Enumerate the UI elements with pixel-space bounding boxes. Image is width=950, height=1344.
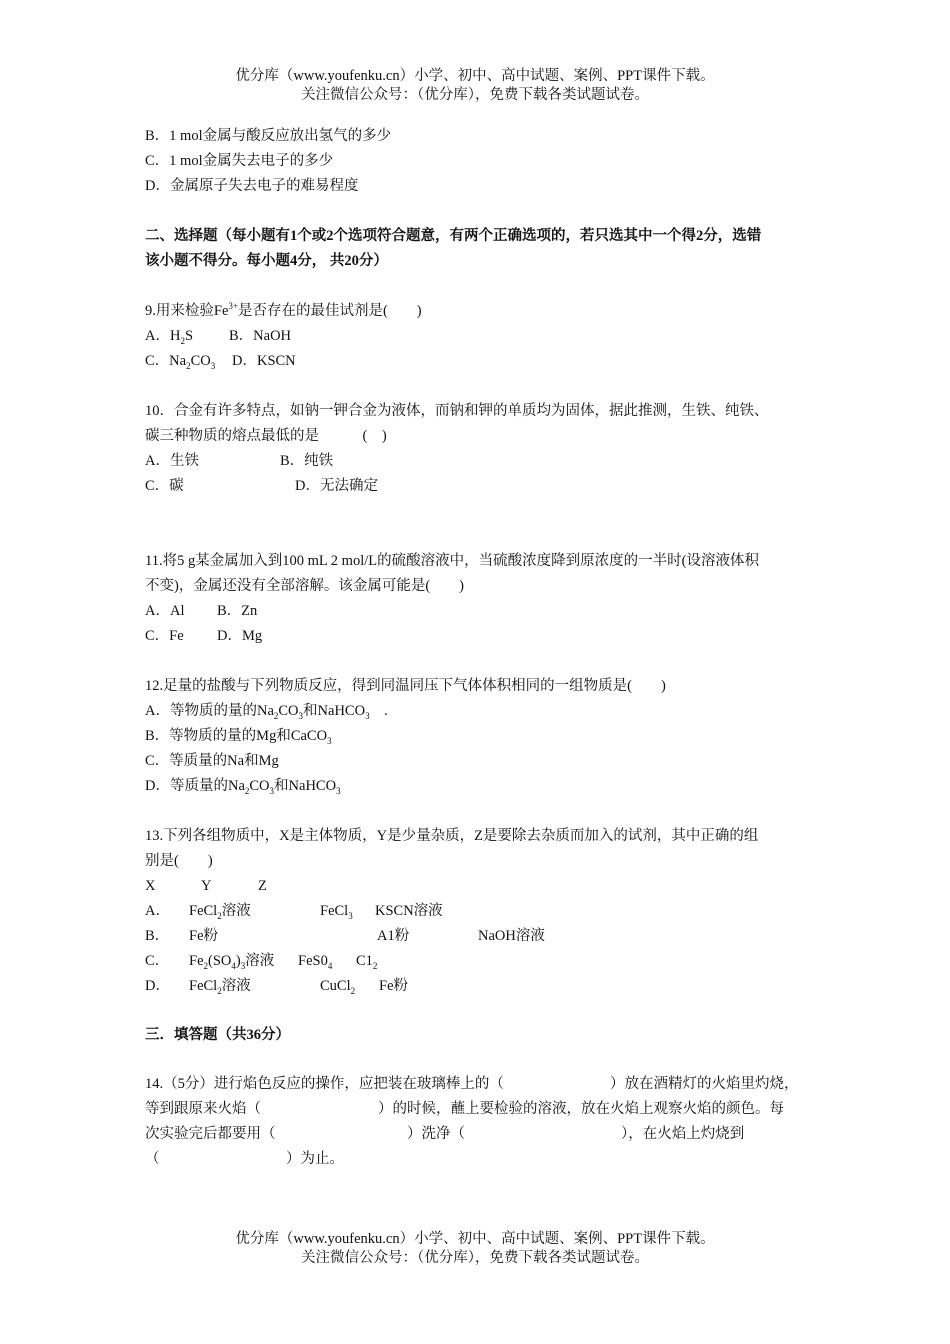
q11-option-d: D．Mg: [217, 628, 263, 644]
q13-header-x: X: [145, 878, 156, 894]
q13-cell-x: Fe粉: [189, 928, 218, 944]
q13-cell-z: KSCN溶液: [375, 903, 443, 919]
q11-stem-line-1: 11.将5 g某金属加入到100 mL 2 mol/L的硫酸溶液中，当硫酸浓度降到原浓度的一半时(设溶液体积: [145, 553, 759, 569]
q9-option-c: C．$Na_2CO_3$: [145, 353, 216, 371]
q13-cell-x: FeCl$_2$溶液: [189, 978, 251, 996]
q12-option-b: B．等物质的量的Mg和CaCO$_3$: [145, 728, 332, 746]
q14-line-3-mid: ）洗净（: [407, 1126, 465, 1142]
q11-option-b: B．Zn: [217, 603, 258, 619]
q10-option-c: C．碳: [145, 478, 184, 494]
q13-cell-y: FeCl$_3$: [320, 903, 353, 921]
q10-option-b: B．纯铁: [280, 453, 334, 469]
q9-option-a: A．$H_2S$: [145, 328, 194, 346]
q13-cell-x: $Fe_2(SO_4)_3$溶液: [189, 953, 275, 971]
q13-row-label: B．: [145, 928, 170, 944]
q13-header-z: Z: [258, 878, 267, 894]
q13-cell-y: A1粉: [377, 928, 410, 944]
q11-option-a: A．Al: [145, 603, 185, 619]
q9-option-b: B．NaOH: [229, 328, 292, 344]
q13-stem-line-1: 13.下列各组物质中，X是主体物质，Y是少量杂质，Z是要除去杂质而加入的试剂，其中正确的组: [145, 828, 759, 844]
q14-line-2-tail: ）的时候，蘸上要检验的溶液，放在火焰上观察火焰的颜色。每: [378, 1101, 784, 1117]
header-line-1: 优分库（www.youfenku.cn）小学、初中、高中试题、案例、PPT课件下载。: [235, 68, 715, 84]
q14-line-2: 等到跟原来火焰（ ）的时候，蘸上要检验的溶液，放在火焰上观察火焰的颜色。每: [145, 1101, 784, 1117]
q13-cell-z: $C1_2$: [356, 953, 378, 971]
section-3-heading: 三．填答题（共36分）: [145, 1027, 290, 1043]
section-2-heading-line-1: 二、选择题（每小题有1个或2个选项符合题意，有两个正确选项的，若只选其中一个得2分，选错: [145, 228, 762, 244]
section-2-heading-line-2: 该小题不得分。每小题4分， 共20分）: [145, 253, 388, 269]
page-footer: [0, 1230, 950, 1268]
q12-option-d: D．等质量的$Na_2CO_3$和NaHCO$_3$: [145, 778, 341, 796]
q13-cell-x: FeCl$_2$溶液: [189, 903, 251, 921]
q14-line-1: 14.（5分）进行焰色反应的操作，应把装在玻璃棒上的（ ）放在酒精灯的火焰里灼烧，: [145, 1076, 799, 1092]
footer-line-1: 优分库（www.youfenku.cn）小学、初中、高中试题、案例、PPT课件下载。: [235, 1231, 715, 1247]
q13-stem-line-2: 别是( ): [145, 853, 213, 869]
q10-stem-line-2: 碳三种物质的熔点最低的是 ( ): [145, 428, 387, 444]
page-header: [0, 67, 950, 105]
header-line-2: 关注微信公众号：（优分库），免费下载各类试题试卷。: [301, 87, 649, 103]
q14-line-3-tail: ），在火焰上灼烧到: [621, 1126, 745, 1142]
footer-line-2: 关注微信公众号：（优分库），免费下载各类试题试卷。: [301, 1250, 649, 1266]
q14-line-4-tail: ）为止。: [286, 1151, 344, 1167]
q12-option-c: C．等质量的Na和Mg: [145, 753, 279, 769]
q14-line-4: （ ）为止。: [145, 1151, 344, 1167]
q12-stem: 12.足量的盐酸与下列物质反应，得到同温同压下气体体积相同的一组物质是( ): [145, 678, 666, 694]
q11-stem-line-2: 不变)，金属还没有全部溶解。该金属可能是( ): [145, 578, 464, 594]
q12-option-a: A．等物质的量的$Na_2CO_3$和NaHCO$_3$ .: [145, 703, 388, 721]
q13-row-label: D．: [145, 978, 170, 994]
q9-stem: 9.用来检验$Fe^{3+}$是否存在的最佳试剂是( ): [145, 301, 422, 319]
q13-cell-z: NaOH溶液: [478, 928, 545, 944]
q13-row-label: A．: [145, 903, 170, 919]
q8-option-b: B．1 mol金属与酸反应放出氢气的多少: [145, 128, 392, 144]
q9-option-d: D．KSCN: [232, 353, 296, 369]
q8-option-d: D．金属原子失去电子的难易程度: [145, 178, 359, 194]
q10-stem-line-1: 10．合金有许多特点，如钠一钾合金为液体，而钠和钾的单质均为固体，据此推测，生铁、纯铁、: [145, 403, 769, 419]
q13-cell-y: $FeS0_4$: [298, 953, 333, 971]
q10-option-d: D．无法确定: [295, 478, 378, 494]
q14-line-3: 次实验完后都要用（ ）洗净（ ），在火焰上灼烧到: [145, 1126, 745, 1142]
q11-option-c: C．Fe: [145, 628, 184, 644]
q13-cell-z: Fe粉: [379, 978, 408, 994]
q13-header-y: Y: [201, 878, 212, 894]
q10-option-a: A．生铁: [145, 453, 199, 469]
q13-row-label: C．: [145, 953, 170, 969]
q14-line-1-tail: ）放在酒精灯的火焰里灼烧，: [610, 1076, 799, 1092]
q8-option-c: C．1 mol金属失去电子的多少: [145, 153, 334, 169]
q13-cell-y: CuCl$_2$: [320, 978, 356, 996]
